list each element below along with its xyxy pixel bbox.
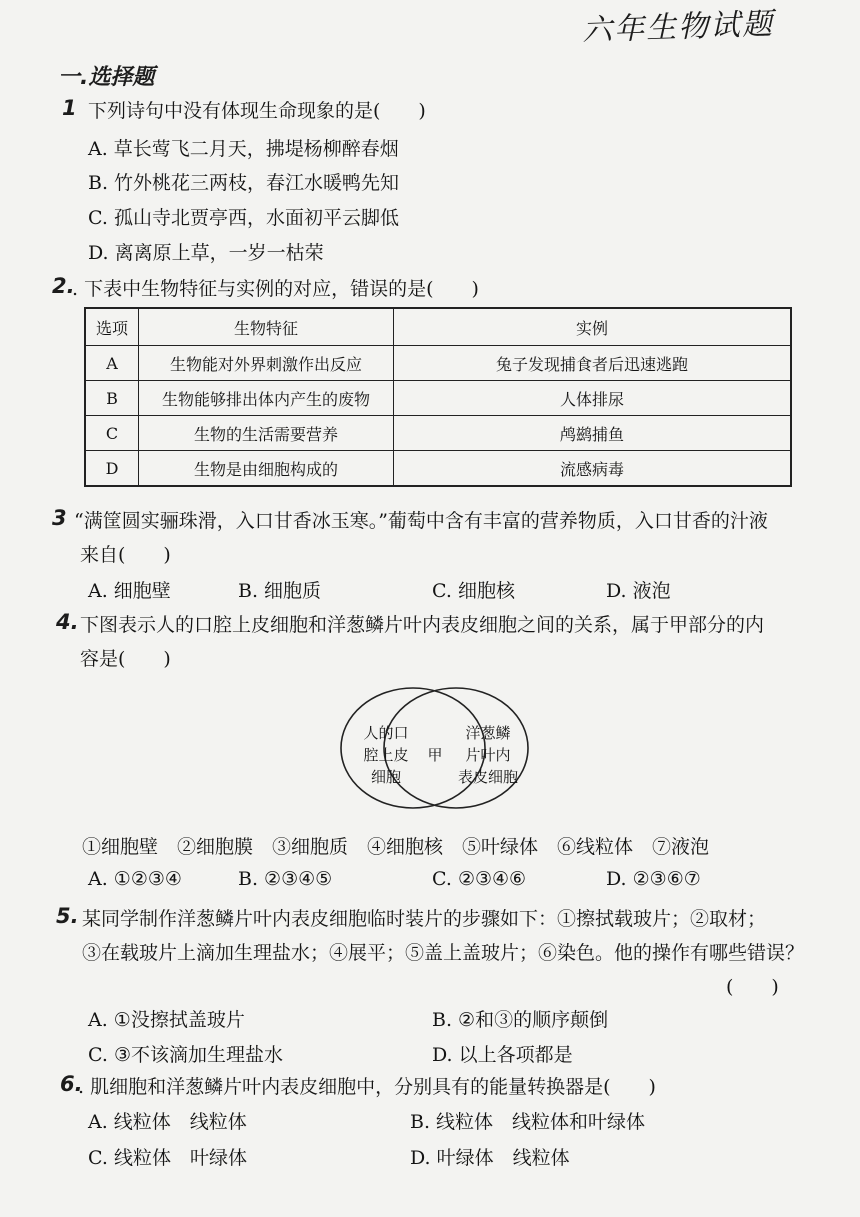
question-5-stem-line2: ③在载玻片上滴加生理盐水；④展平；⑤盖上盖玻片；⑥染色。他的操作有哪些错误？ bbox=[82, 942, 805, 964]
table-cell: 生物的生活需要营养 bbox=[139, 416, 394, 451]
question-5-number: 5. bbox=[56, 904, 79, 928]
question-6-option-c: C. 线粒体 叶绿体 bbox=[88, 1147, 247, 1169]
question-2-number: 2. bbox=[52, 274, 75, 298]
table-cell: 人体排尿 bbox=[394, 381, 792, 416]
question-6-option-d: D. 叶绿体 线粒体 bbox=[410, 1147, 570, 1169]
table-cell: C bbox=[85, 416, 139, 451]
table-header-row bbox=[85, 308, 791, 346]
question-1-number: 1 bbox=[62, 96, 77, 120]
table-row bbox=[85, 346, 791, 381]
question-1-option-a: A. 草长莺飞二月天，拂堤杨柳醉春烟 bbox=[88, 138, 399, 160]
question-4-option-a: A. ①②③④ bbox=[88, 868, 182, 890]
table-row bbox=[85, 381, 791, 416]
venn-right-label: 洋葱鳞 片叶内 表皮细胞 bbox=[457, 724, 518, 786]
question-5-option-c: C. ③不该滴加生理盐水 bbox=[88, 1044, 283, 1066]
table-cell: 生物是由细胞构成的 bbox=[139, 451, 394, 487]
question-3-number: 3 bbox=[52, 506, 67, 530]
table-row bbox=[85, 451, 791, 487]
question-4-option-b: B. ②③④⑤ bbox=[238, 868, 333, 890]
question-4-stem-line1: 下图表示人的口腔上皮细胞和洋葱鳞片叶内表皮细胞之间的关系，属于甲部分的内 bbox=[80, 614, 765, 636]
table-cell: B bbox=[85, 381, 139, 416]
question-3-stem-line1: “满筐圆实骊珠滑，入口甘香冰玉寒。”葡萄中含有丰富的营养物质，入口甘香的汁液 bbox=[74, 510, 768, 532]
table-cell: A bbox=[85, 346, 139, 381]
table-row bbox=[85, 416, 791, 451]
question-1-option-d: D. 离离原上草，一岁一枯荣 bbox=[88, 242, 324, 264]
question-5-answer-blank: ( ) bbox=[726, 976, 779, 998]
handwritten-title: 六年生物试题 bbox=[581, 6, 775, 49]
question-6-option-b: B. 线粒体 线粒体和叶绿体 bbox=[410, 1111, 646, 1133]
table-cell: 流感病毒 bbox=[394, 451, 792, 487]
table-header-cell: 生物特征 bbox=[139, 308, 394, 346]
question-3-option-b: B. 细胞质 bbox=[238, 580, 322, 602]
table-cell: 鸬鹚捕鱼 bbox=[394, 416, 792, 451]
question-2-stem: . 下表中生物特征与实例的对应，错误的是( ) bbox=[72, 278, 479, 300]
table-cell: 生物能对外界刺激作出反应 bbox=[139, 346, 394, 381]
traits-table bbox=[84, 307, 792, 487]
venn-left-label: 人的口 腔上皮 细胞 bbox=[363, 724, 409, 786]
section-title: 一.选择题 bbox=[58, 65, 155, 90]
question-5-option-b: B. ②和③的顺序颠倒 bbox=[432, 1009, 609, 1031]
question-3-option-c: C. 细胞核 bbox=[432, 580, 515, 602]
question-1-option-b: B. 竹外桃花三两枝，春江水暖鸭先知 bbox=[88, 172, 400, 194]
question-6-number: 6. bbox=[60, 1072, 83, 1096]
question-4-number: 4. bbox=[56, 610, 79, 634]
table-cell: 生物能够排出体内产生的废物 bbox=[139, 381, 394, 416]
question-1-stem: 下列诗句中没有体现生命现象的是( ) bbox=[88, 100, 426, 122]
question-5-stem-line1: 某同学制作洋葱鳞片叶内表皮细胞临时装片的步骤如下：①擦拭载玻片；②取材； bbox=[82, 908, 767, 930]
table-header-cell: 实例 bbox=[394, 308, 792, 346]
question-3-stem-line2: 来自( ) bbox=[80, 544, 171, 566]
question-4-option-d: D. ②③⑥⑦ bbox=[606, 868, 701, 890]
table-header-cell: 选项 bbox=[85, 308, 139, 346]
table-cell: D bbox=[85, 451, 139, 487]
question-6-stem: . 肌细胞和洋葱鳞片叶内表皮细胞中，分别具有的能量转换器是( ) bbox=[78, 1076, 656, 1098]
question-4-items: ①细胞壁 ②细胞膜 ③细胞质 ④细胞核 ⑤叶绿体 ⑥线粒体 ⑦液泡 bbox=[82, 836, 710, 858]
question-5-option-a: A. ①没擦拭盖玻片 bbox=[88, 1009, 245, 1031]
venn-center-label: 甲 bbox=[427, 746, 443, 764]
question-4-option-c: C. ②③④⑥ bbox=[432, 868, 527, 890]
question-6-option-a: A. 线粒体 线粒体 bbox=[88, 1111, 247, 1133]
question-3-option-a: A. 细胞壁 bbox=[88, 580, 171, 602]
question-4-stem-line2: 容是( ) bbox=[80, 648, 171, 670]
table-cell: 兔子发现捕食者后迅速逃跑 bbox=[394, 346, 792, 381]
question-3-option-d: D. 液泡 bbox=[606, 580, 671, 602]
question-5-option-d: D. 以上各项都是 bbox=[432, 1044, 573, 1066]
question-1-option-c: C. 孤山寺北贾亭西，水面初平云脚低 bbox=[88, 207, 399, 229]
